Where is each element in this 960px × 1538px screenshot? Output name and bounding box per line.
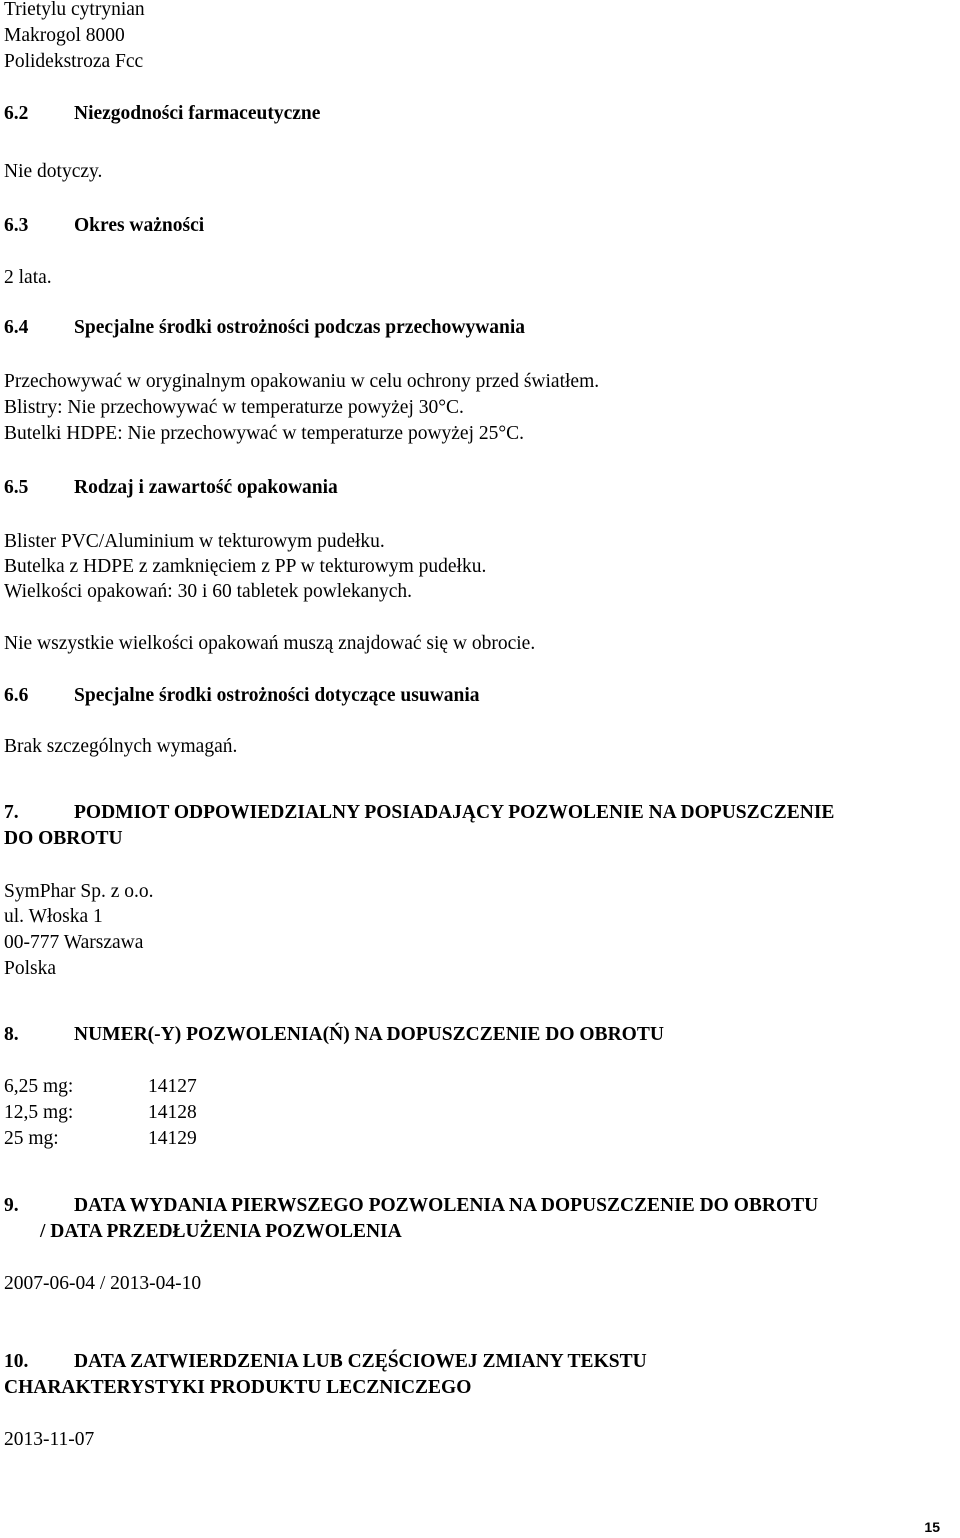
number-cell: 14127 bbox=[148, 1076, 197, 1097]
ingredient-line: Polidekstroza Fcc bbox=[4, 51, 144, 72]
section-6-4-number: 6.4 bbox=[4, 317, 29, 338]
section-6-3-title: Okres ważności bbox=[74, 215, 205, 236]
section-8-title: NUMER(-Y) POZWOLENIA(Ń) NA DOPUSZCZENIE DO OBROTU bbox=[74, 1024, 664, 1045]
address-line: ul. Włoska 1 bbox=[4, 906, 103, 927]
section-6-2-number: 6.2 bbox=[4, 103, 29, 124]
section-9-text: 2007-06-04 / 2013-04-10 bbox=[4, 1273, 202, 1294]
section-6-2-text: Nie dotyczy. bbox=[4, 161, 103, 182]
section-9-title-cont: / DATA PRZEDŁUŻENIA POZWOLENIA bbox=[40, 1221, 402, 1242]
section-6-5-number: 6.5 bbox=[4, 477, 29, 498]
dose-cell: 12,5 mg: bbox=[4, 1102, 74, 1123]
section-8-number: 8. bbox=[4, 1024, 19, 1045]
section-6-4-line: Blistry: Nie przechowywać w temperaturze powyżej 30°C. bbox=[4, 397, 464, 418]
address-line: 00-777 Warszawa bbox=[4, 932, 144, 953]
section-6-4-line: Butelki HDPE: Nie przechowywać w temperaturze powyżej 25°C. bbox=[4, 423, 525, 444]
section-7-number: 7. bbox=[4, 802, 19, 823]
section-6-5-line: Wielkości opakowań: 30 i 60 tabletek powlekanych. bbox=[4, 581, 413, 602]
section-7-title-cont: DO OBROTU bbox=[4, 828, 123, 849]
page-number: 15 bbox=[924, 1519, 940, 1535]
section-10-number: 10. bbox=[4, 1351, 29, 1372]
section-6-5-line: Blister PVC/Aluminium w tekturowym pudełku. bbox=[4, 531, 385, 552]
section-6-6-number: 6.6 bbox=[4, 685, 29, 706]
section-10-title-cont: CHARAKTERYSTYKI PRODUKTU LECZNICZEGO bbox=[4, 1377, 472, 1398]
number-cell: 14129 bbox=[148, 1128, 197, 1149]
section-6-4-line: Przechowywać w oryginalnym opakowaniu w celu ochrony przed światłem. bbox=[4, 371, 600, 392]
section-6-5-note: Nie wszystkie wielkości opakowań muszą znajdować się w obrocie. bbox=[4, 633, 536, 654]
section-10-title: DATA ZATWIERDZENIA LUB CZĘŚCIOWEJ ZMIANY TEKSTU bbox=[74, 1351, 647, 1372]
section-6-5-line: Butelka z HDPE z zamknięciem z PP w tekturowym pudełku. bbox=[4, 556, 487, 577]
section-9-title: DATA WYDANIA PIERWSZEGO POZWOLENIA NA DOPUSZCZENIE DO OBROTU bbox=[74, 1195, 819, 1216]
number-cell: 14128 bbox=[148, 1102, 197, 1123]
address-line: Polska bbox=[4, 958, 57, 979]
section-6-4-title: Specjalne środki ostrożności podczas przechowywania bbox=[74, 317, 526, 338]
section-6-6-title: Specjalne środki ostrożności dotyczące usuwania bbox=[74, 685, 480, 706]
section-6-2-title: Niezgodności farmaceutyczne bbox=[74, 103, 321, 124]
section-6-5-title: Rodzaj i zawartość opakowania bbox=[74, 477, 338, 498]
section-10-text: 2013-11-07 bbox=[4, 1429, 95, 1450]
address-line: SymPhar Sp. z o.o. bbox=[4, 881, 154, 902]
ingredient-line: Trietylu cytrynian bbox=[4, 0, 145, 20]
dose-cell: 25 mg: bbox=[4, 1128, 59, 1149]
section-6-3-number: 6.3 bbox=[4, 215, 29, 236]
section-6-3-text: 2 lata. bbox=[4, 267, 52, 288]
dose-cell: 6,25 mg: bbox=[4, 1076, 74, 1097]
section-9-number: 9. bbox=[4, 1195, 19, 1216]
section-7-title: PODMIOT ODPOWIEDZIALNY POSIADAJĄCY POZWOLENIE NA DOPUSZCZENIE bbox=[74, 802, 835, 823]
section-6-6-text: Brak szczególnych wymagań. bbox=[4, 736, 238, 757]
ingredient-line: Makrogol 8000 bbox=[4, 25, 125, 46]
